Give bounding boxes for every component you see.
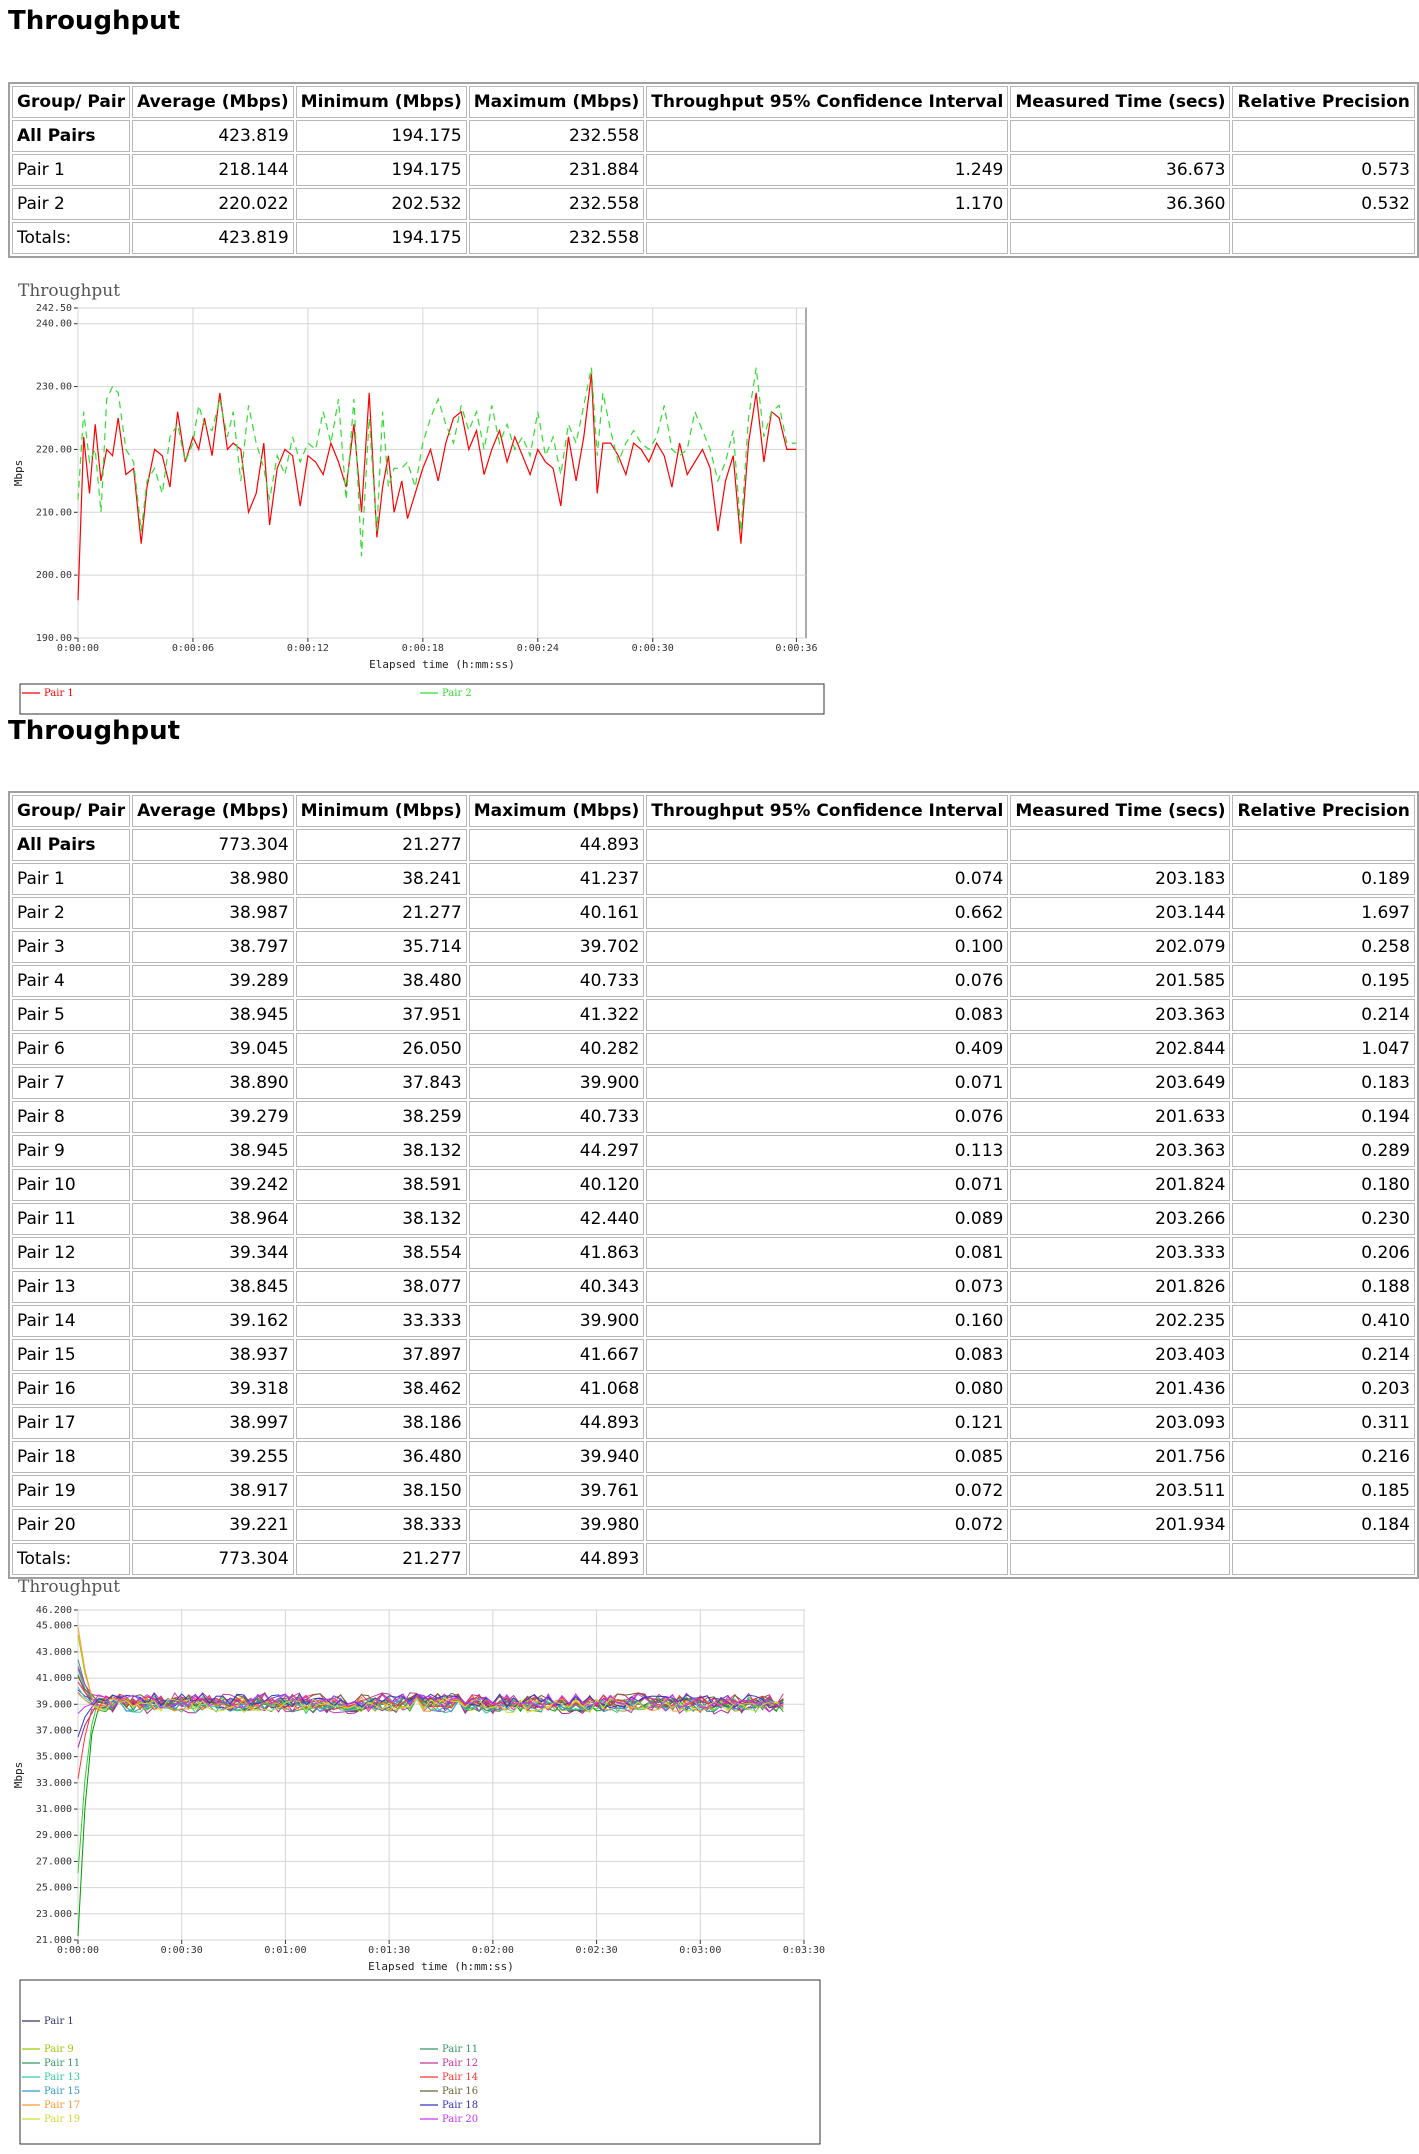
table-cell: 44.893 [469,829,645,861]
legend-entry: Pair 20 [442,2114,479,2125]
table-cell: 423.819 [132,120,294,152]
table-cell: 203.649 [1010,1067,1230,1099]
table-header-row [12,795,1415,827]
table-cell: 0.185 [1232,1475,1414,1507]
table-cell: 41.237 [469,863,645,895]
plot-area [78,308,806,638]
legend-entry: Pair 13 [44,2072,81,2083]
x-tick-label: 0:01:30 [368,1945,411,1956]
legend-entry: Pair 1 [44,2016,74,2027]
table-cell: 38.554 [296,1237,467,1269]
table-cell: 201.756 [1010,1441,1230,1473]
table-cell: 232.558 [469,222,645,254]
table-cell: 38.333 [296,1509,467,1541]
x-tick-label: 0:00:00 [56,1945,100,1956]
table-row [12,1475,1415,1507]
table-cell: 1.047 [1232,1033,1414,1065]
row-label: Pair 13 [12,1271,130,1303]
row-label: Pair 16 [12,1373,130,1405]
table-cell: 36.480 [296,1441,467,1473]
table-cell: 231.884 [469,154,645,186]
table-cell: 42.440 [469,1203,645,1235]
table-cell [1232,1543,1414,1575]
legend-entry: Pair 2 [442,688,472,699]
row-label: Pair 1 [12,154,130,186]
table-cell: 37.897 [296,1339,467,1371]
table-cell: 39.045 [132,1033,294,1065]
table-cell: 38.797 [132,931,294,963]
table-cell: 38.132 [296,1203,467,1235]
row-label: Pair 14 [12,1305,130,1337]
row-label: Pair 10 [12,1169,130,1201]
table-header-row [12,86,1415,118]
table-row [12,965,1415,997]
table-cell: 38.890 [132,1067,294,1099]
legend-entry: Pair 12 [442,2058,479,2069]
column-header: Average (Mbps) [132,795,294,827]
table-cell: 220.022 [132,188,294,220]
table-cell: 203.511 [1010,1475,1230,1507]
table-cell: 0.160 [646,1305,1008,1337]
column-header: Throughput 95% Confidence Interval [646,86,1008,118]
table-cell [1232,829,1414,861]
chart-svg [0,1562,826,2154]
table-cell: 40.282 [469,1033,645,1065]
row-label: Pair 11 [12,1203,130,1235]
table-cell: 39.279 [132,1101,294,1133]
table-cell: 201.633 [1010,1101,1230,1133]
table-row [12,863,1415,895]
y-tick-label: 21.000 [35,1935,72,1946]
table-cell: 0.194 [1232,1101,1414,1133]
x-tick-label: 0:00:24 [516,643,559,654]
table-cell: 773.304 [132,829,294,861]
section-1-title: Throughput [8,6,181,36]
table-cell: 201.585 [1010,965,1230,997]
throughput-table-1 [8,82,1419,258]
table-cell: 37.843 [296,1067,467,1099]
table-cell: 38.462 [296,1373,467,1405]
table-cell: 38.945 [132,999,294,1031]
row-label: Pair 17 [12,1407,130,1439]
table-row [12,1271,1415,1303]
y-tick-label: 220.00 [35,444,72,456]
table-row [12,1067,1415,1099]
y-tick-label: 23.000 [35,1908,72,1920]
table-cell: 38.480 [296,965,467,997]
y-tick-label: 25.000 [35,1882,72,1894]
y-tick-label: 242.50 [35,303,72,314]
table-cell: 38.591 [296,1169,467,1201]
y-tick-label: 35.000 [35,1751,72,1763]
table-row [12,1101,1415,1133]
table-cell: 0.195 [1232,965,1414,997]
table-cell: 202.079 [1010,931,1230,963]
table-cell: 0.662 [646,897,1008,929]
table-cell: 203.363 [1010,1135,1230,1167]
table-cell: 44.297 [469,1135,645,1167]
column-header: Average (Mbps) [132,86,294,118]
table-cell: 39.761 [469,1475,645,1507]
table-cell: 0.073 [646,1271,1008,1303]
table-cell [1232,120,1414,152]
table-cell [1232,222,1414,254]
table-cell: 41.863 [469,1237,645,1269]
table-row [12,1407,1415,1439]
table-cell: 38.937 [132,1339,294,1371]
column-header: Relative Precision [1232,86,1414,118]
table-row [12,1339,1415,1371]
table-cell: 0.072 [646,1509,1008,1541]
table-cell: 26.050 [296,1033,467,1065]
table-cell [646,829,1008,861]
table-cell: 37.951 [296,999,467,1031]
column-header: Measured Time (secs) [1010,86,1230,118]
table-cell: 194.175 [296,120,467,152]
table-cell: 38.964 [132,1203,294,1235]
table-cell: 203.266 [1010,1203,1230,1235]
table-cell: 0.081 [646,1237,1008,1269]
table-cell: 39.940 [469,1441,645,1473]
table-cell: 0.189 [1232,863,1414,895]
table-cell: 423.819 [132,222,294,254]
table-row [12,1169,1415,1201]
row-label: Pair 20 [12,1509,130,1541]
table-row [12,1203,1415,1235]
table-cell: 36.360 [1010,188,1230,220]
table-cell: 40.161 [469,897,645,929]
table-cell: 40.733 [469,1101,645,1133]
row-label: Pair 19 [12,1475,130,1507]
table-row [12,897,1415,929]
table-cell: 44.893 [469,1543,645,1575]
table-cell: 0.183 [1232,1067,1414,1099]
table-cell: 0.076 [646,1101,1008,1133]
table-row [12,1305,1415,1337]
row-label: Pair 2 [12,188,130,220]
table-cell: 202.844 [1010,1033,1230,1065]
table-cell: 38.259 [296,1101,467,1133]
table-cell: 40.733 [469,965,645,997]
x-tick-label: 0:00:36 [775,643,818,654]
table-cell [646,222,1008,254]
x-tick-label: 0:03:30 [782,1945,826,1956]
y-tick-label: 27.000 [35,1856,72,1868]
table-cell: 41.068 [469,1373,645,1405]
table-cell: 36.673 [1010,154,1230,186]
table-cell [1010,120,1230,152]
table-cell [646,120,1008,152]
column-header: Throughput 95% Confidence Interval [646,795,1008,827]
throughput-table-2 [8,791,1419,1579]
table-cell: 38.945 [132,1135,294,1167]
table-cell: 201.934 [1010,1509,1230,1541]
row-label: Pair 15 [12,1339,130,1371]
row-label: Pair 9 [12,1135,130,1167]
y-tick-label: 31.000 [35,1804,72,1816]
y-tick-label: 240.00 [35,318,72,330]
table-cell: 1.697 [1232,897,1414,929]
y-tick-label: 43.000 [35,1646,72,1658]
row-label: Pair 7 [12,1067,130,1099]
table-cell: 39.702 [469,931,645,963]
table-cell: 194.175 [296,154,467,186]
legend-entry: Pair 17 [44,2100,81,2111]
table-cell: 38.077 [296,1271,467,1303]
table-cell: 39.318 [132,1373,294,1405]
table-cell: 0.113 [646,1135,1008,1167]
x-tick-label: 0:00:18 [401,643,444,654]
column-header: Maximum (Mbps) [469,86,645,118]
throughput-chart-1 [0,270,820,720]
y-tick-label: 29.000 [35,1830,72,1842]
table-cell: 0.089 [646,1203,1008,1235]
column-header: Minimum (Mbps) [296,86,467,118]
table-cell: 0.258 [1232,931,1414,963]
table-cell: 38.980 [132,863,294,895]
table-cell: 203.183 [1010,863,1230,895]
x-tick-label: 0:00:30 [631,643,674,654]
table-cell: 203.144 [1010,897,1230,929]
table-cell: 38.150 [296,1475,467,1507]
table-cell: 40.343 [469,1271,645,1303]
table-cell: 0.573 [1232,154,1414,186]
chart-title: Throughput [18,281,121,301]
y-axis-label: Mbps [12,459,25,487]
y-tick-label: 41.000 [35,1673,72,1685]
y-axis-label: Mbps [12,1761,25,1789]
table-row [12,931,1415,963]
legend-entry: Pair 18 [442,2100,479,2111]
table-cell: 202.532 [296,188,467,220]
row-label: Pair 8 [12,1101,130,1133]
row-label: Pair 3 [12,931,130,963]
table-cell: 203.363 [1010,999,1230,1031]
legend-entry: Pair 15 [44,2086,81,2097]
table-row [12,1237,1415,1269]
table-cell [1010,222,1230,254]
chart-title: Throughput [18,1577,121,1597]
table-cell: 21.277 [296,1543,467,1575]
column-header: Maximum (Mbps) [469,795,645,827]
table-cell [1010,829,1230,861]
table-cell: 0.072 [646,1475,1008,1507]
table-cell: 0.214 [1232,999,1414,1031]
table-cell: 0.289 [1232,1135,1414,1167]
table-cell: 0.121 [646,1407,1008,1439]
table-row [12,120,1415,152]
table-cell: 201.436 [1010,1373,1230,1405]
table-cell: 203.093 [1010,1407,1230,1439]
table-cell: 39.221 [132,1509,294,1541]
legend-box [20,684,824,714]
table-cell: 0.085 [646,1441,1008,1473]
table-cell: 232.558 [469,188,645,220]
table-cell: 0.074 [646,863,1008,895]
y-tick-label: 200.00 [35,570,72,582]
table-cell: 0.206 [1232,1237,1414,1269]
legend-entry: Pair 9 [44,2044,74,2055]
table-cell: 39.242 [132,1169,294,1201]
throughput-chart-2 [0,1562,826,2154]
table-row [12,154,1415,186]
table-cell: 0.083 [646,999,1008,1031]
row-label: Pair 5 [12,999,130,1031]
table-cell: 44.893 [469,1407,645,1439]
table-row [12,1033,1415,1065]
row-label: Pair 1 [12,863,130,895]
column-header: Measured Time (secs) [1010,795,1230,827]
y-tick-label: 39.000 [35,1699,72,1711]
table-cell: 203.403 [1010,1339,1230,1371]
table-row [12,222,1415,254]
row-label: Pair 12 [12,1237,130,1269]
table-cell: 39.162 [132,1305,294,1337]
column-header: Minimum (Mbps) [296,795,467,827]
legend-entry: Pair 14 [442,2072,479,2083]
row-label: Totals: [12,222,130,254]
table-cell: 38.917 [132,1475,294,1507]
table-cell: 0.230 [1232,1203,1414,1235]
x-tick-label: 0:00:06 [171,643,215,654]
x-tick-label: 0:03:00 [679,1945,722,1956]
table-cell: 202.235 [1010,1305,1230,1337]
legend-entry: Pair 11 [442,2044,479,2055]
column-header: Group/ Pair [12,795,130,827]
table-cell: 41.667 [469,1339,645,1371]
table-row [12,1509,1415,1541]
x-tick-label: 0:00:00 [56,643,100,654]
table-cell: 0.311 [1232,1407,1414,1439]
table-cell: 38.997 [132,1407,294,1439]
legend-entry: Pair 16 [442,2086,479,2097]
table-cell: 33.333 [296,1305,467,1337]
table-cell: 0.071 [646,1169,1008,1201]
x-axis-label: Elapsed time (h:mm:ss) [369,658,515,671]
row-label: Pair 6 [12,1033,130,1065]
table-cell: 201.826 [1010,1271,1230,1303]
table-cell: 38.241 [296,863,467,895]
table-cell: 218.144 [132,154,294,186]
table-cell: 38.845 [132,1271,294,1303]
table-cell: 41.322 [469,999,645,1031]
table-cell: 232.558 [469,120,645,152]
table-cell: 1.170 [646,188,1008,220]
row-label: Totals: [12,1543,130,1575]
y-tick-label: 46.200 [35,1605,72,1616]
table-cell [1010,1543,1230,1575]
table-cell: 0.100 [646,931,1008,963]
table-cell: 39.900 [469,1305,645,1337]
plot-area [78,1610,804,1940]
y-tick-label: 210.00 [35,507,72,519]
table-cell: 0.410 [1232,1305,1414,1337]
column-header: Relative Precision [1232,795,1414,827]
y-tick-label: 37.000 [35,1725,72,1737]
row-label: Pair 4 [12,965,130,997]
table-cell: 0.532 [1232,188,1414,220]
legend-entry: Pair 1 [44,688,74,699]
row-label: Pair 2 [12,897,130,929]
table-cell: 194.175 [296,222,467,254]
table-cell: 38.987 [132,897,294,929]
table-cell: 773.304 [132,1543,294,1575]
table-cell: 0.080 [646,1373,1008,1405]
table-row [12,999,1415,1031]
table-cell: 35.714 [296,931,467,963]
x-tick-label: 0:01:00 [264,1945,307,1956]
table-cell: 0.180 [1232,1169,1414,1201]
x-tick-label: 0:00:30 [160,1945,203,1956]
table-cell: 21.277 [296,829,467,861]
table-cell: 39.289 [132,965,294,997]
table-row [12,188,1415,220]
row-label: All Pairs [12,120,130,152]
table-cell: 0.083 [646,1339,1008,1371]
legend-entry: Pair 11 [44,2058,81,2069]
x-tick-label: 0:02:00 [471,1945,514,1956]
table-cell: 39.980 [469,1509,645,1541]
y-tick-label: 230.00 [35,381,72,393]
x-axis-label: Elapsed time (h:mm:ss) [368,1960,514,1973]
chart-svg [0,270,820,720]
row-label: All Pairs [12,829,130,861]
table-cell: 0.184 [1232,1509,1414,1541]
x-tick-label: 0:00:12 [286,643,329,654]
table-cell: 39.900 [469,1067,645,1099]
table-row [12,1135,1415,1167]
table-row [12,1441,1415,1473]
table-row [12,829,1415,861]
table-cell: 38.186 [296,1407,467,1439]
table-cell: 0.076 [646,965,1008,997]
table-cell: 203.333 [1010,1237,1230,1269]
table-cell: 40.120 [469,1169,645,1201]
table-cell: 201.824 [1010,1169,1230,1201]
y-tick-label: 45.000 [35,1620,72,1632]
table-row [12,1373,1415,1405]
table-cell: 1.249 [646,154,1008,186]
table-cell: 0.216 [1232,1441,1414,1473]
y-tick-label: 190.00 [35,633,72,644]
table-cell: 39.255 [132,1441,294,1473]
table-cell: 38.132 [296,1135,467,1167]
table-cell: 0.071 [646,1067,1008,1099]
x-tick-label: 0:02:30 [575,1945,618,1956]
section-2-title: Throughput [8,716,181,746]
table-cell: 21.277 [296,897,467,929]
table-cell: 0.188 [1232,1271,1414,1303]
table-cell: 0.214 [1232,1339,1414,1371]
table-cell: 0.203 [1232,1373,1414,1405]
table-cell: 0.409 [646,1033,1008,1065]
row-label: Pair 18 [12,1441,130,1473]
y-tick-label: 33.000 [35,1777,72,1789]
table-cell: 39.344 [132,1237,294,1269]
legend-entry: Pair 19 [44,2114,81,2125]
column-header: Group/ Pair [12,86,130,118]
